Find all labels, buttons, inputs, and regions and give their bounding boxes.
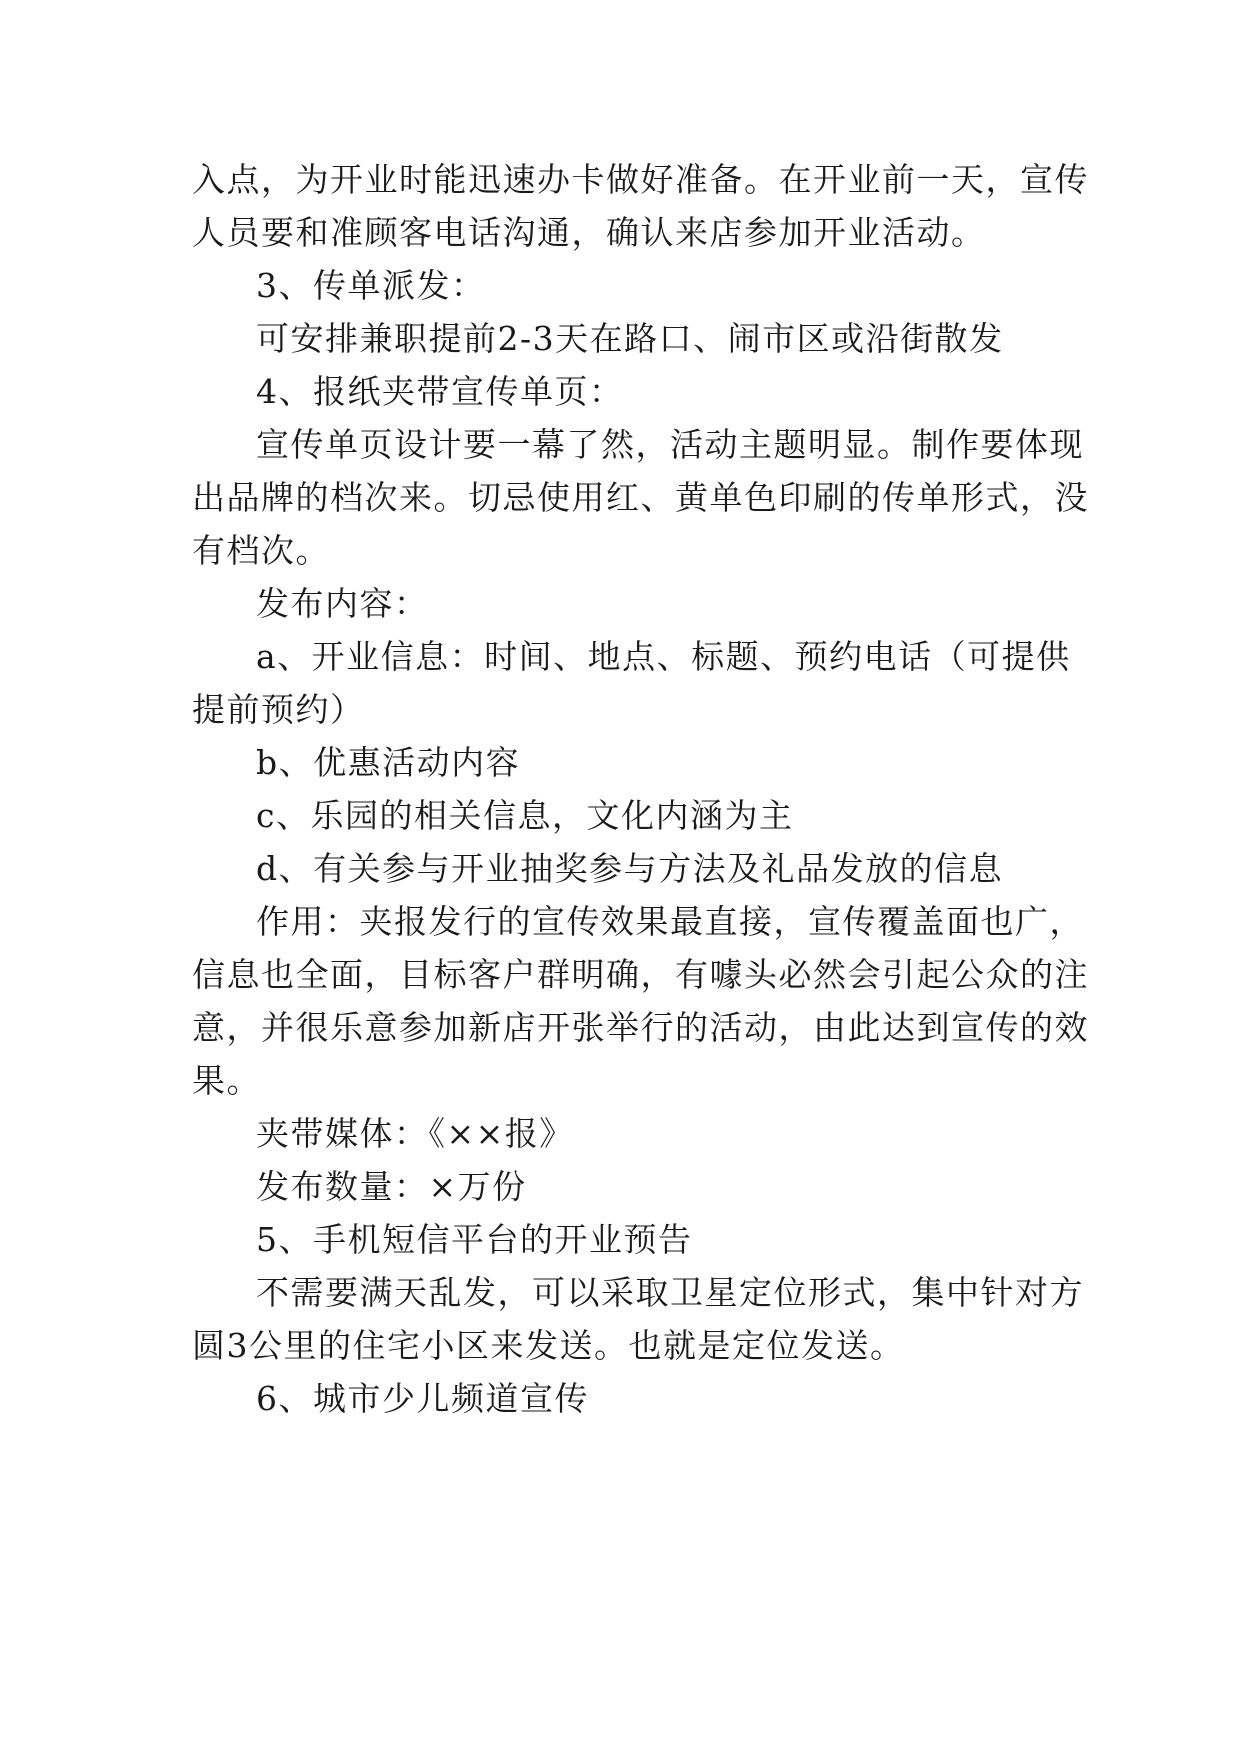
section-heading-6: 6、城市少儿频道宣传 [256,1379,589,1418]
list-item-b: b、优惠活动内容 [256,743,521,782]
body-line-22: 不需要满天乱发，可以采取卫星定位形式，集中针对方 [256,1273,1084,1312]
section-heading-3: 3、传单派发： [256,266,486,305]
body-line-8: 有档次。 [192,531,330,570]
body-line-17: 意，并很乐意参加新店开张举行的活动，由此达到宣传的效 [192,1008,1089,1047]
body-line-7: 出品牌的档次来。切忌使用红、黄单色印刷的传单形式，没 [192,478,1089,517]
media-line: 夹带媒体：《××报》 [256,1114,574,1153]
list-item-a: a、开业信息：时间、地点、标题、预约电话（可提供 [256,637,1071,676]
section-heading-4: 4、报纸夹带宣传单页： [256,372,624,411]
body-line-2: 人员要和准顾客电话沟通，确认来店参加开业活动。 [192,213,986,252]
body-line-23: 圆3公里的住宅小区来发送。也就是定位发送。 [192,1326,905,1365]
quantity-line: 发布数量：×万份 [256,1167,527,1206]
body-line-15: 作用：夹报发行的宣传效果最直接，宣传覆盖面也广， [256,902,1084,941]
list-item-d: d、有关参与开业抽奖参与方法及礼品发放的信息 [256,849,1004,888]
list-item-c: c、乐园的相关信息，文化内涵为主 [256,796,794,835]
body-line-1: 入点，为开业时能迅速办卡做好准备。在开业前一天，宣传 [192,160,1089,199]
list-item-a-cont: 提前预约） [192,690,365,729]
body-line-4: 可安排兼职提前2-3天在路口、闹市区或沿街散发 [256,319,1004,358]
publish-content-heading: 发布内容： [256,584,429,623]
body-line-16: 信息也全面，目标客户群明确，有噱头必然会引起公众的注 [192,955,1089,994]
body-line-6: 宣传单页设计要一幕了然，活动主题明显。制作要体现 [256,425,1084,464]
section-heading-5: 5、手机短信平台的开业预告 [256,1220,693,1259]
body-line-18: 果。 [192,1061,261,1100]
